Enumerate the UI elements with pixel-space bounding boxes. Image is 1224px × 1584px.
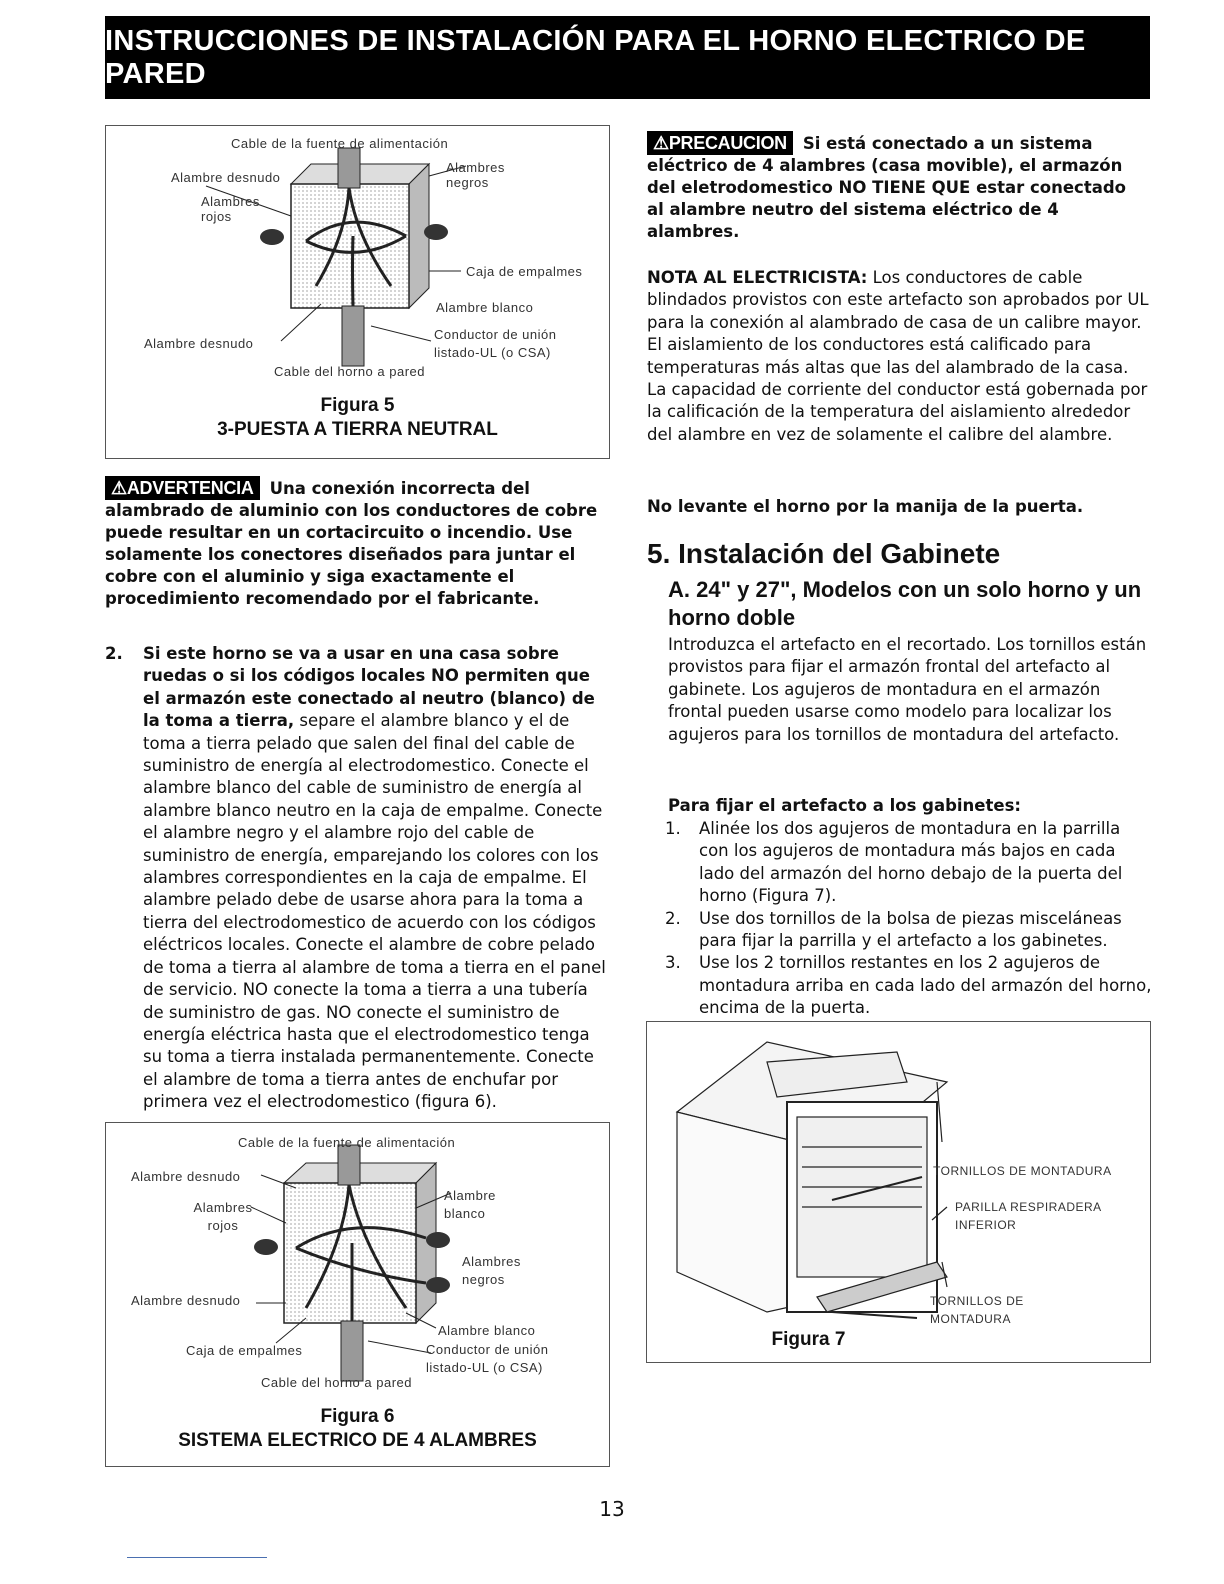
warning-block [105, 476, 610, 610]
step-2-bold-text: Si este horno se va a usar en una casa sobre ruedas o si los códigos locales NO permiten que el armazón este conectado al neutro (blanco) de la toma a tierra, [143, 644, 595, 731]
figure-6 [105, 1122, 610, 1467]
figure-5 [105, 125, 610, 459]
label-white-wire: Alambre blanco [438, 1323, 536, 1338]
label-bare-wire-mid: Alambre desnudo [131, 1293, 241, 1308]
wire-nut-right [424, 224, 448, 240]
label-connector: Conductor de unión listado-UL (o CSA) [426, 1342, 549, 1375]
conduit-top [338, 1145, 360, 1185]
section-5-subtitle: A. 24" y 27", Modelos con un solo horno y un horno doble [668, 577, 1142, 630]
electrician-note [647, 267, 1152, 446]
caution-badge: ⚠PRECAUCION [647, 131, 793, 155]
fix-heading: Para fijar el artefacto a los gabinetes: [668, 796, 1021, 815]
label-power-cable: Cable de la fuente de alimentación [238, 1135, 456, 1150]
page-header-banner: INSTRUCCIONES DE INSTALACIÓN PARA EL HORNO ELECTRICO DE PARED [105, 16, 1150, 99]
fix-step: 2. Use dos tornillos de la bolsa de piezas misceláneas para fijar la parrilla y el artefacto a los gabinetes. [665, 908, 1122, 951]
fix-step: 3. Use los 2 tornillos restantes en los 2 agujeros de montadura arriba en cada lado del armazón del horno, encima de la puerta. [665, 953, 1152, 1018]
step-2-number: 2. [105, 644, 123, 663]
oven-door-opening [797, 1117, 927, 1277]
label-red-wires: Alambres rojos [201, 194, 260, 224]
wire-nut-left [260, 229, 284, 245]
caution-text: Si está conectado a un sistema eléctrico de 4 alambres (casa movible), el armazón del eletrodomestico NO TIENE QUE estar conectado al alambre neutro del sistema eléctrico de 4 alambres. [647, 134, 1126, 241]
step-2-text: separe el alambre blanco y el de toma a tierra pelado que salen del final del cable de suministro de energía al electrodomestico. Conecte el alambre blanco del cable de suministro de energía al alambre blanco neutro en la caja de empalme. Conecte el alambre negro y el alambre rojo del cable de suministro de energía, emparejando los colores con los alambres correspondientes en la caja de empalme. El alambre pelado debe de usarse ahora para la toma a tierra del electrodomestico de acuerdo con los códigos eléctricos locales. Conecte el alambre de cobre pelado de toma a tierra al alambre de toma a tierra en el panel de servicio. NO conecte la toma a tierra a una tubería de suministro de gas. NO conecte el suministro de energía eléctrica hasta que el electrodomestico tenga su toma a tierra instalada permanentemente. Conecte el alambre de toma a tierra antes de enchufar por primera vez el electrodomestico (figura 6). [143, 711, 606, 1112]
label-bare-wire-bottom: Alambre desnudo [144, 336, 254, 351]
handle-warning: No levante el horno por la manija de la puerta. [647, 497, 1084, 516]
figure-6-title: SISTEMA ELECTRICO DE 4 ALAMBRES [178, 1430, 537, 1451]
figure-6-number: Figura 6 [320, 1406, 395, 1427]
figure-5-title: 3-PUESTA A TIERRA NEUTRAL [217, 419, 498, 440]
label-white-wire: Alambre blanco [436, 300, 534, 315]
figure-5-number: Figura 5 [320, 395, 395, 416]
conduit-bottom [341, 1321, 363, 1381]
label-oven-cable: Cable del horno a pared [274, 364, 425, 379]
conduit-bottom [342, 306, 364, 366]
fix-steps [665, 818, 1152, 1020]
label-bare-wire-top: Alambre desnudo [131, 1169, 241, 1184]
wire-nut-left [254, 1239, 278, 1255]
wire-nut-right-bottom [426, 1277, 450, 1293]
conduit-top [338, 148, 360, 188]
wire-nut-right-top [426, 1232, 450, 1248]
label-bare-wire-top: Alambre desnudo [171, 170, 281, 185]
label-screws-bottom: TORNILLOS DE MONTADURA [930, 1294, 1024, 1326]
figure-7 [646, 1021, 1151, 1363]
label-power-cable: Cable de la fuente de alimentación [231, 136, 449, 151]
label-black-wires: Alambres negros [446, 160, 505, 190]
label-white-wire-top: Alambre blanco [444, 1188, 496, 1221]
section-5-title: 5. Instalación del Gabinete [647, 538, 1001, 569]
caution-block [647, 131, 1147, 243]
warning-badge: ⚠ADVERTENCIA [105, 476, 260, 500]
label-vent: PARILLA RESPIRADERA INFERIOR [955, 1200, 1101, 1232]
label-connector: Conductor de unión listado-UL (o CSA) [434, 327, 557, 360]
fix-step: 1. Alinée los dos agujeros de montadura en la parrilla con los agujeros de montadura más bajos en cada lado del armazón del horno debajo de la puerta del horno (Figura 7). [665, 819, 1123, 906]
label-black-wires: Alambres negros [462, 1254, 521, 1287]
label-screws-top: TORNILLOS DE MONTADURA [933, 1164, 1112, 1178]
page-number: 13 [599, 1497, 625, 1521]
electrician-note-text: Los conductores de cable blindados provistos con este artefacto son aprobados por UL para la conexión al alambrado de casa de un calibre mayor. El aislamiento de los conductores está calificado para temperaturas más altas que las del alambrado de la casa. La capacidad de corriente del conductor está gobernada por la calificación de la temperatura del aislamiento alrededor del alambre en vez de solamente el calibre del alambre. [647, 268, 1149, 444]
label-red-wires: Alambres rojos [193, 1200, 253, 1233]
label-junction-box: Caja de empalmes [186, 1343, 303, 1358]
warning-text: Una conexión incorrecta del alambrado de aluminio con los conductores de cobre puede resultar en un cortacircuito o incendio. Use solamente los conectores diseñados para juntar el cobre con el aluminio y siga exactamente el procedimiento recomendado por el fabricante. [105, 479, 598, 608]
step-2 [105, 643, 610, 1114]
footer-rule [127, 1557, 267, 1558]
label-junction-box: Caja de empalmes [466, 264, 583, 279]
label-oven-cable: Cable del horno a pared [261, 1375, 412, 1390]
section-5-intro: Introduzca el artefacto en el recortado. Los tornillos están provistos para fijar el armazón frontal del artefacto al gabinete. Los agujeros de montadura en el armazón frontal pueden usarse como modelo para localizar los agujeros para los tornillos de montadura del artefacto. [668, 635, 1147, 744]
electrician-note-label: NOTA AL ELECTRICISTA: [647, 268, 868, 287]
figure-7-caption: Figura 7 [771, 1329, 846, 1350]
